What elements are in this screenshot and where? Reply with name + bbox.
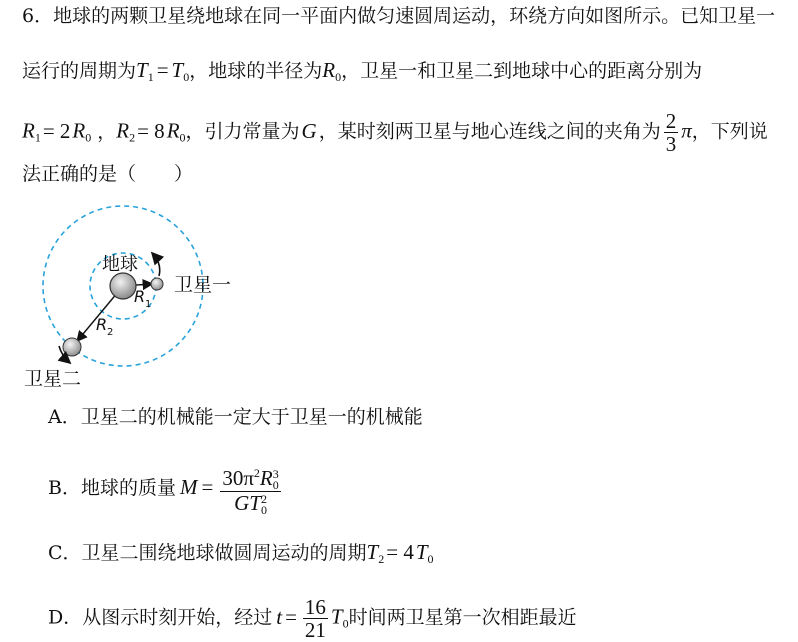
mass-num-R: R	[259, 466, 273, 490]
math-sub-0c: 0	[85, 130, 92, 145]
math-T1: T	[136, 58, 148, 82]
earth-icon	[110, 273, 136, 299]
question-text-2c: ，卫星一和卫星二到地球中心的距离分别为	[341, 60, 703, 82]
math-eq: =	[156, 58, 169, 82]
mass-fraction-num	[220, 462, 280, 492]
math-R0: R	[322, 58, 336, 82]
question-line-3	[22, 110, 768, 155]
time-fraction	[303, 596, 328, 641]
r2-label: R	[96, 315, 108, 334]
option-d-text-suffix: 时间两卫星第一次相距最近	[348, 606, 577, 629]
mass-den-sq: 2	[260, 492, 267, 507]
math-M: M	[179, 475, 198, 500]
angle-fraction	[664, 110, 679, 155]
math-T0-d: T	[330, 604, 343, 629]
question-text-3d: ，下列说	[691, 120, 768, 143]
orbit-diagram	[20, 200, 280, 400]
satellite-two-icon	[63, 338, 81, 356]
math-sub-2: 2	[129, 130, 136, 145]
question-line-1	[22, 4, 775, 28]
math-sub-0d: 0	[179, 130, 186, 145]
math-eq-b: =	[201, 475, 214, 500]
math-sub-0f: 0	[342, 616, 349, 631]
option-d-text-prefix: D．从图示时刻开始，经过	[48, 606, 273, 629]
question-text-3a: ，	[97, 120, 117, 143]
math-eq2: = 2	[42, 118, 71, 143]
math-sub-0e: 0	[427, 552, 434, 566]
math-T2: T	[366, 540, 379, 564]
mass-num-sq: 2	[253, 466, 260, 480]
option-b-text: B．地球的质量	[48, 477, 176, 500]
mass-fraction	[220, 462, 280, 516]
math-sub-0b: 0	[335, 70, 342, 84]
time-fraction-den: 21	[304, 618, 326, 642]
option-a-text: A．卫星二的机械能一定大于卫星一的机械能	[48, 406, 423, 428]
angle-fraction-num: 2	[665, 109, 677, 133]
option-b[interactable]	[48, 462, 284, 516]
mass-num-coef: 30π	[222, 466, 254, 490]
math-t: t	[276, 604, 283, 629]
math-pi: π	[681, 118, 692, 143]
mass-num-zero: 0	[272, 478, 279, 493]
mass-num-cube: 3	[272, 467, 279, 482]
math-R2: R	[116, 118, 130, 143]
question-text-1: 6．地球的两颗卫星绕地球在同一平面内做匀速圆周运动，环绕方向如图所示。已知卫星一	[22, 5, 776, 27]
question-text-2a: 运行的周期为	[22, 60, 137, 82]
question-text-3c: ，某时刻两卫星与地心连线之间的夹角为	[318, 120, 661, 143]
r2-label-sub: 2	[107, 327, 114, 338]
satellite-one-icon	[151, 278, 163, 290]
math-eq-d: =	[285, 604, 297, 629]
math-R0-b: R	[72, 118, 86, 143]
option-a[interactable]	[48, 405, 423, 429]
question-text-4: 法正确的是（ ）	[22, 163, 194, 185]
question-text-2b: ，地球的半径为	[189, 60, 323, 82]
satellite-one-label: 卫星一	[174, 274, 232, 296]
option-c[interactable]	[48, 540, 434, 571]
mass-den-GT: GT	[234, 491, 261, 516]
math-sub-2c: 2	[378, 552, 385, 566]
math-R1: R	[22, 118, 35, 143]
math-sub-1: 1	[147, 70, 154, 84]
math-T0: T	[171, 58, 184, 82]
math-R0-c: R	[166, 118, 180, 143]
question-line-2	[22, 58, 702, 89]
math-sub-0: 0	[183, 70, 190, 84]
earth-label: 地球	[102, 254, 138, 275]
mass-fraction-den	[232, 492, 269, 516]
r1-label-sub: 1	[145, 299, 152, 310]
question-text-3b: ，引力常量为	[185, 120, 300, 143]
mass-den-zero: 0	[260, 503, 267, 518]
angle-fraction-den: 3	[665, 132, 677, 156]
math-G: G	[301, 118, 317, 143]
question-line-4	[22, 162, 193, 186]
option-d[interactable]	[48, 596, 577, 641]
time-fraction-num: 16	[304, 595, 326, 619]
math-sub-1b: 1	[34, 130, 41, 145]
math-T0-c: T	[415, 540, 428, 564]
math-eq4: = 4	[386, 540, 414, 564]
math-eq8: = 8	[137, 118, 165, 143]
r1-label: R	[134, 287, 146, 306]
option-c-text: C．卫星二围绕地球做圆周运动的周期	[48, 542, 367, 564]
satellite-two-label: 卫星二	[24, 368, 82, 390]
